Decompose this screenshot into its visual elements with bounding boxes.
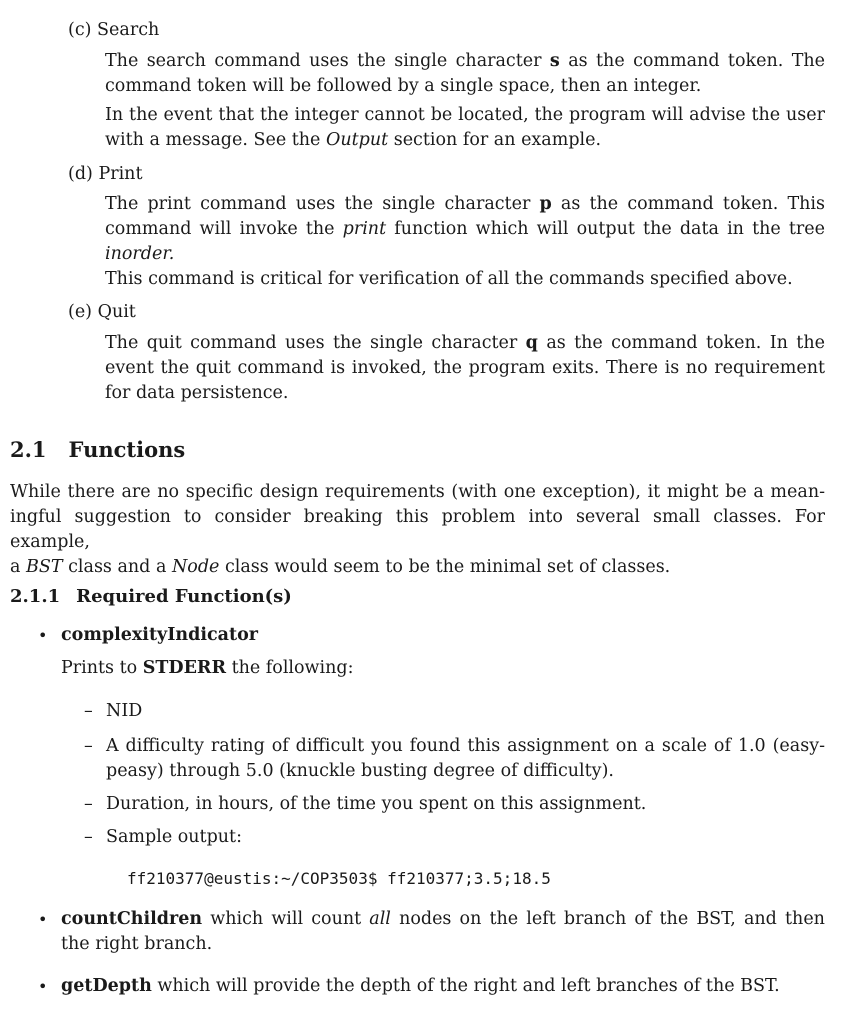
complexity-item-nid: NID: [106, 701, 143, 721]
dash-icon: –: [84, 701, 93, 721]
count-children-item: countChildren which will count all nodes on the left branch of the BST, and then the right branch.: [61, 909, 825, 954]
bullet-icon: •: [38, 977, 48, 996]
section-heading: 2.1 Functions: [10, 437, 186, 462]
quit-paragraph: The quit command uses the single character q as the command token. In the event the quit command is invoked, the program exits. There is no requirement for data persistence.: [105, 333, 825, 403]
complexity-function-name: complexityIndicator: [61, 625, 258, 645]
complexity-item-sample: Sample output:: [106, 827, 242, 847]
complexity-item-difficulty: A difficulty rating of difficult you found this assignment on a scale of 1.0 (easy- peasy) through 5.0 (knuckle busting degree of difficulty).: [106, 736, 825, 781]
print-heading: (d) Print: [68, 164, 143, 184]
sample-output: ff210377@eustis:~/COP3503$ ff210377;3.5;18.5: [127, 869, 551, 888]
search-paragraph-2: In the event that the integer cannot be located, the program will advise the user with a message. See the Output section for an example.: [105, 105, 825, 150]
search-paragraph-1: The search command uses the single character s as the command token. The command token will be followed by a single space, then an integer.: [105, 51, 825, 96]
complexity-item-duration: Duration, in hours, of the time you spent on this assignment.: [106, 794, 647, 814]
print-paragraph-1: The print command uses the single character p as the command token. This command will invoke the print function which will output the data in the tree inorder.: [105, 194, 825, 264]
complexity-intro: Prints to STDERR the following:: [61, 658, 354, 678]
dash-icon: –: [84, 736, 93, 756]
bullet-count: [38, 907, 47, 933]
dash-icon: –: [84, 827, 93, 847]
subsection-heading: 2.1.1 Required Function(s): [10, 586, 292, 607]
quit-heading: (e) Quit: [68, 302, 136, 322]
bullet-icon: •: [38, 626, 48, 645]
get-depth-item: getDepth which will provide the depth of the right and left branches of the BST.: [61, 976, 780, 996]
section-paragraph: While there are no specific design requirements (with one exception), it might be a mean- ingful suggestion to consider breaking this problem into several small classes. For example, a BST class and a Node class would seem to be the minimal set of classes.: [10, 482, 825, 577]
bullet-icon: •: [38, 910, 48, 929]
print-paragraph-2: This command is critical for verification of all the commands specified above.: [105, 269, 793, 289]
bullet-complexity: [38, 623, 47, 649]
search-heading: (c) Search: [68, 20, 160, 40]
dash-icon: –: [84, 794, 93, 814]
bullet-depth: [38, 974, 47, 1000]
